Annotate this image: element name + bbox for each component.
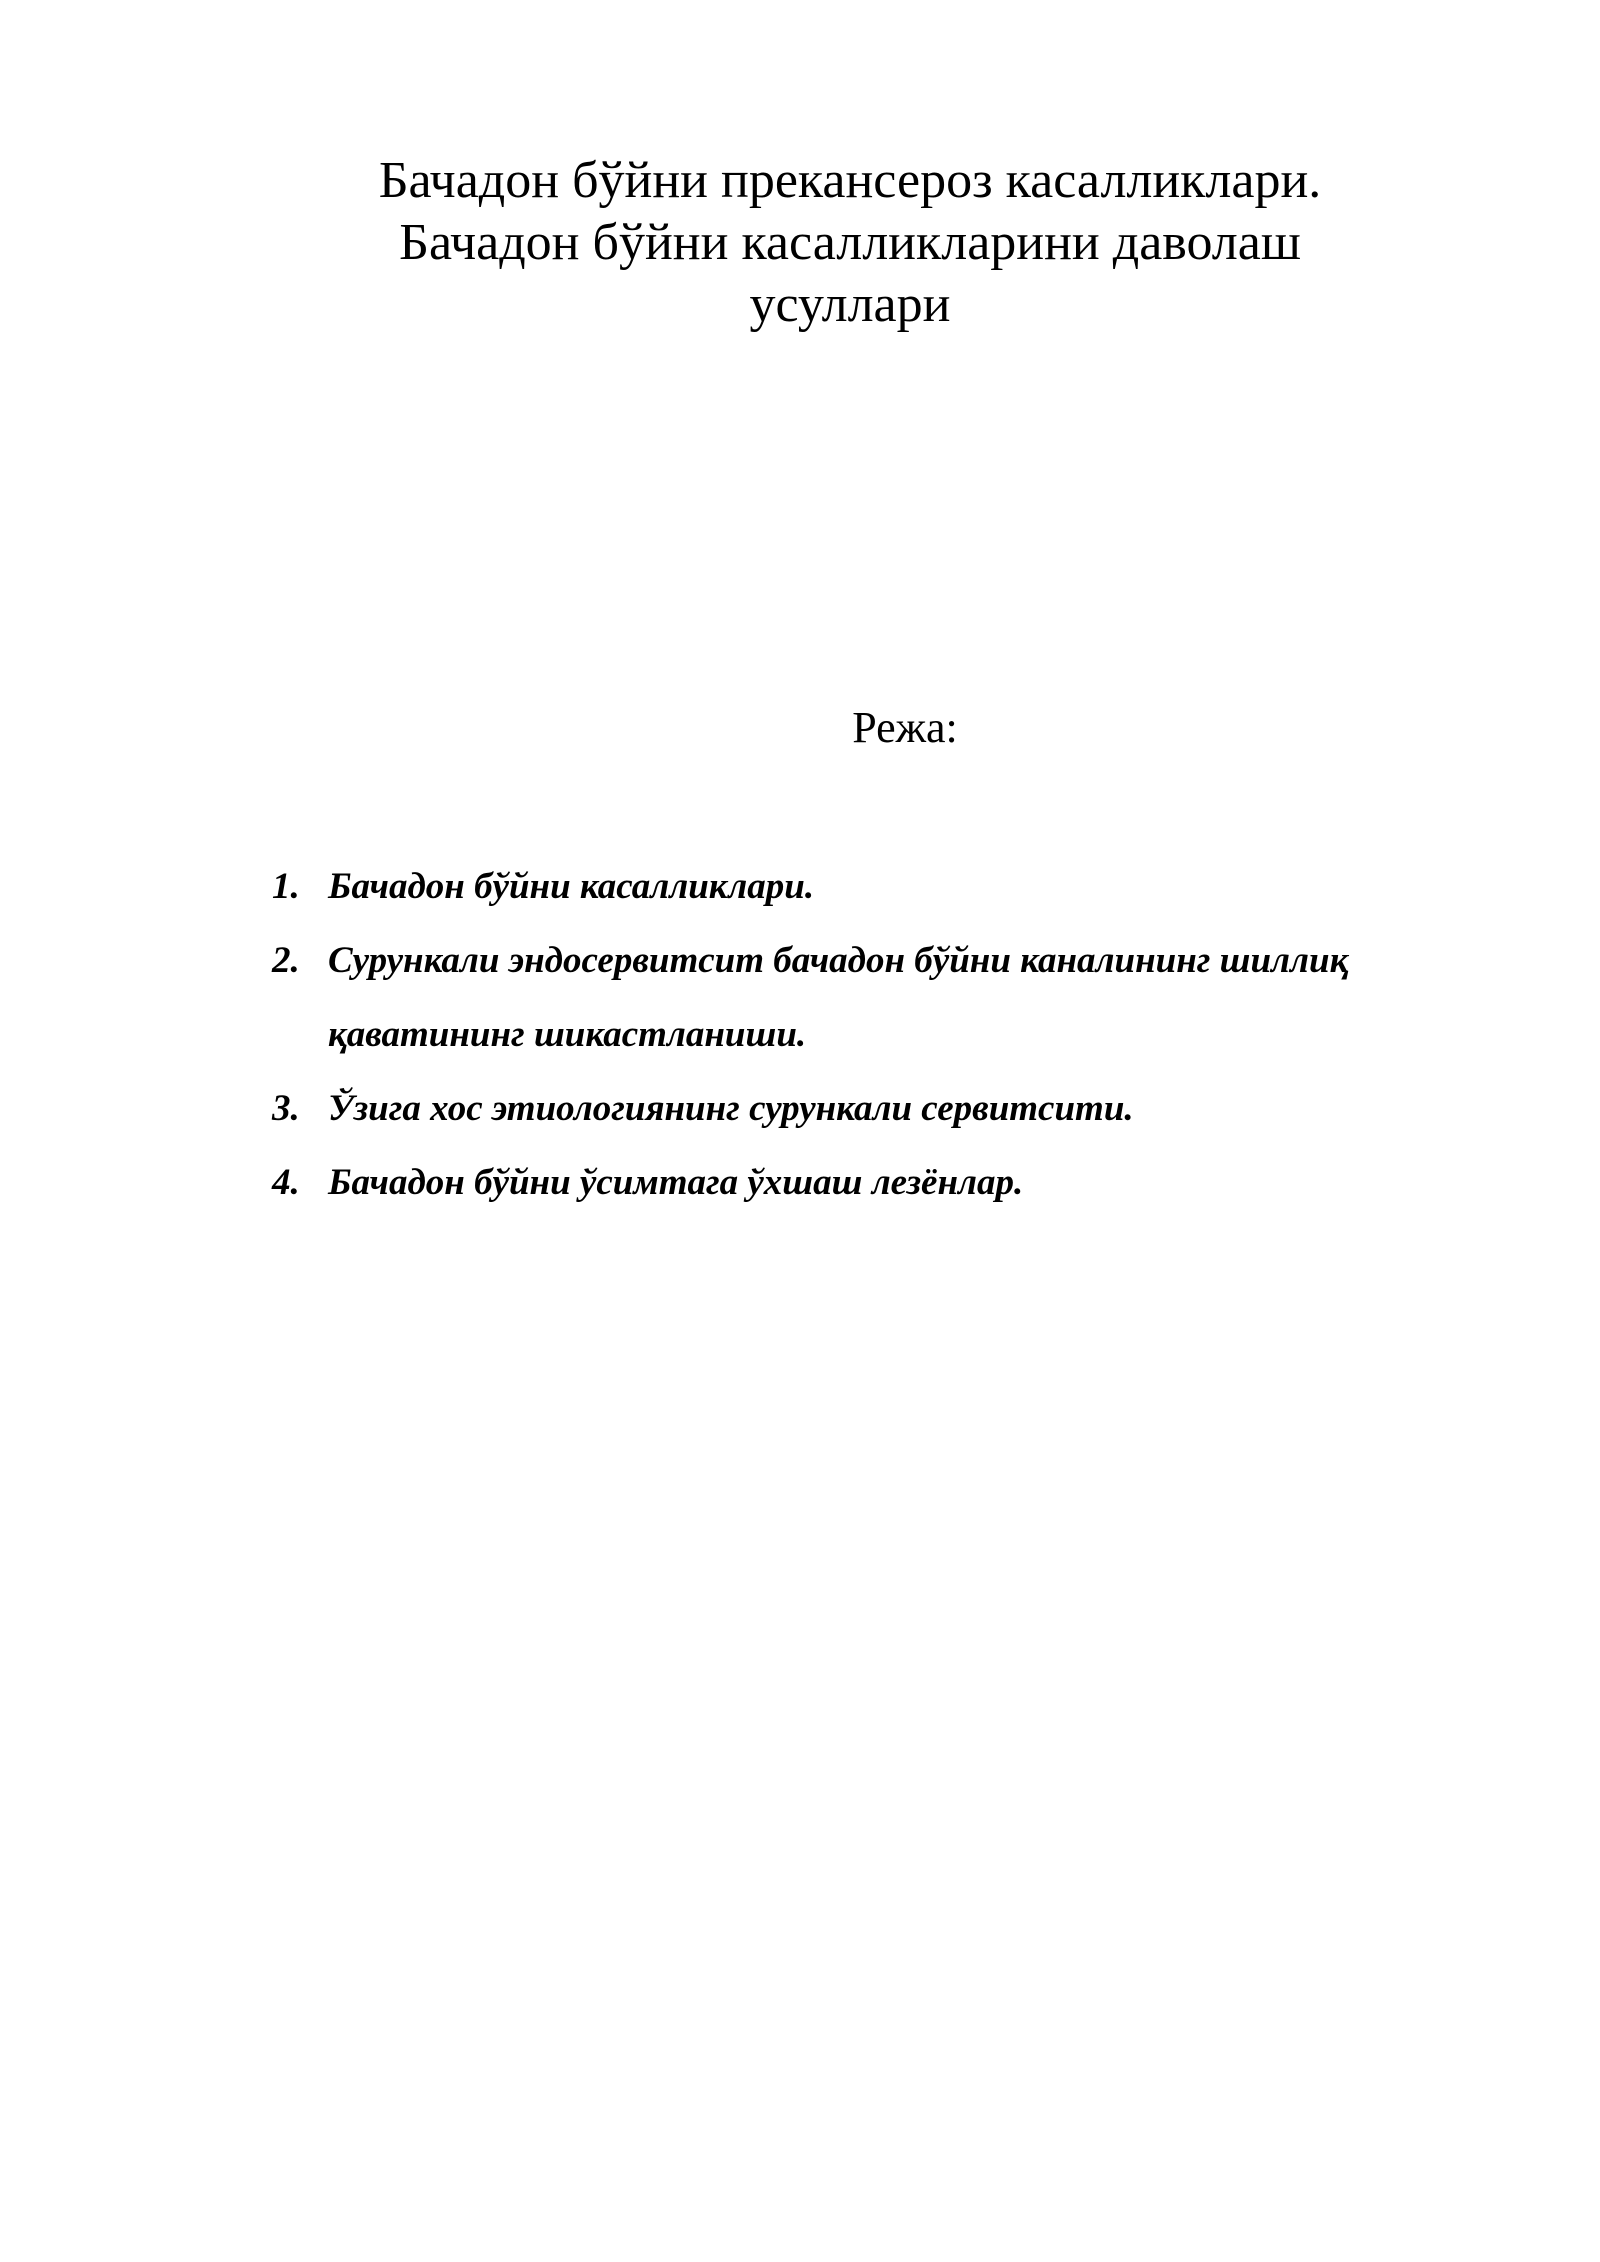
plan-item-3 [272, 1072, 1412, 1146]
plan-item-1 [272, 850, 1412, 924]
plan-item-number: 4. [272, 1162, 300, 1203]
plan-list [272, 850, 1412, 1220]
plan-item-text: Ўзига хос этиологиянинг сурункали сервитсити. [328, 1088, 1134, 1129]
title-line-2: Бачадон бўйни касалликларини даволаш [399, 214, 1301, 271]
document-title [300, 150, 1400, 336]
plan-item-number: 1. [272, 866, 300, 907]
title-line-3: усуллари [749, 276, 951, 333]
plan-heading: Режа: [852, 703, 958, 752]
plan-item-text: Бачадон бўйни касалликлари. [328, 866, 815, 907]
title-line-1: Бачадон бўйни прекансероз касалликлари. [378, 152, 1322, 209]
plan-item-number: 2. [272, 940, 300, 981]
plan-item-4 [272, 1146, 1412, 1220]
plan-item-text: Сурункали эндосервитсит бачадон бўйни каналининг шиллиқ қаватининг шикастланиши. [328, 940, 1349, 1055]
plan-item-2 [272, 924, 1412, 1072]
plan-item-number: 3. [272, 1088, 300, 1129]
plan-item-text: Бачадон бўйни ўсимтага ўхшаш лезёнлар. [328, 1162, 1024, 1203]
